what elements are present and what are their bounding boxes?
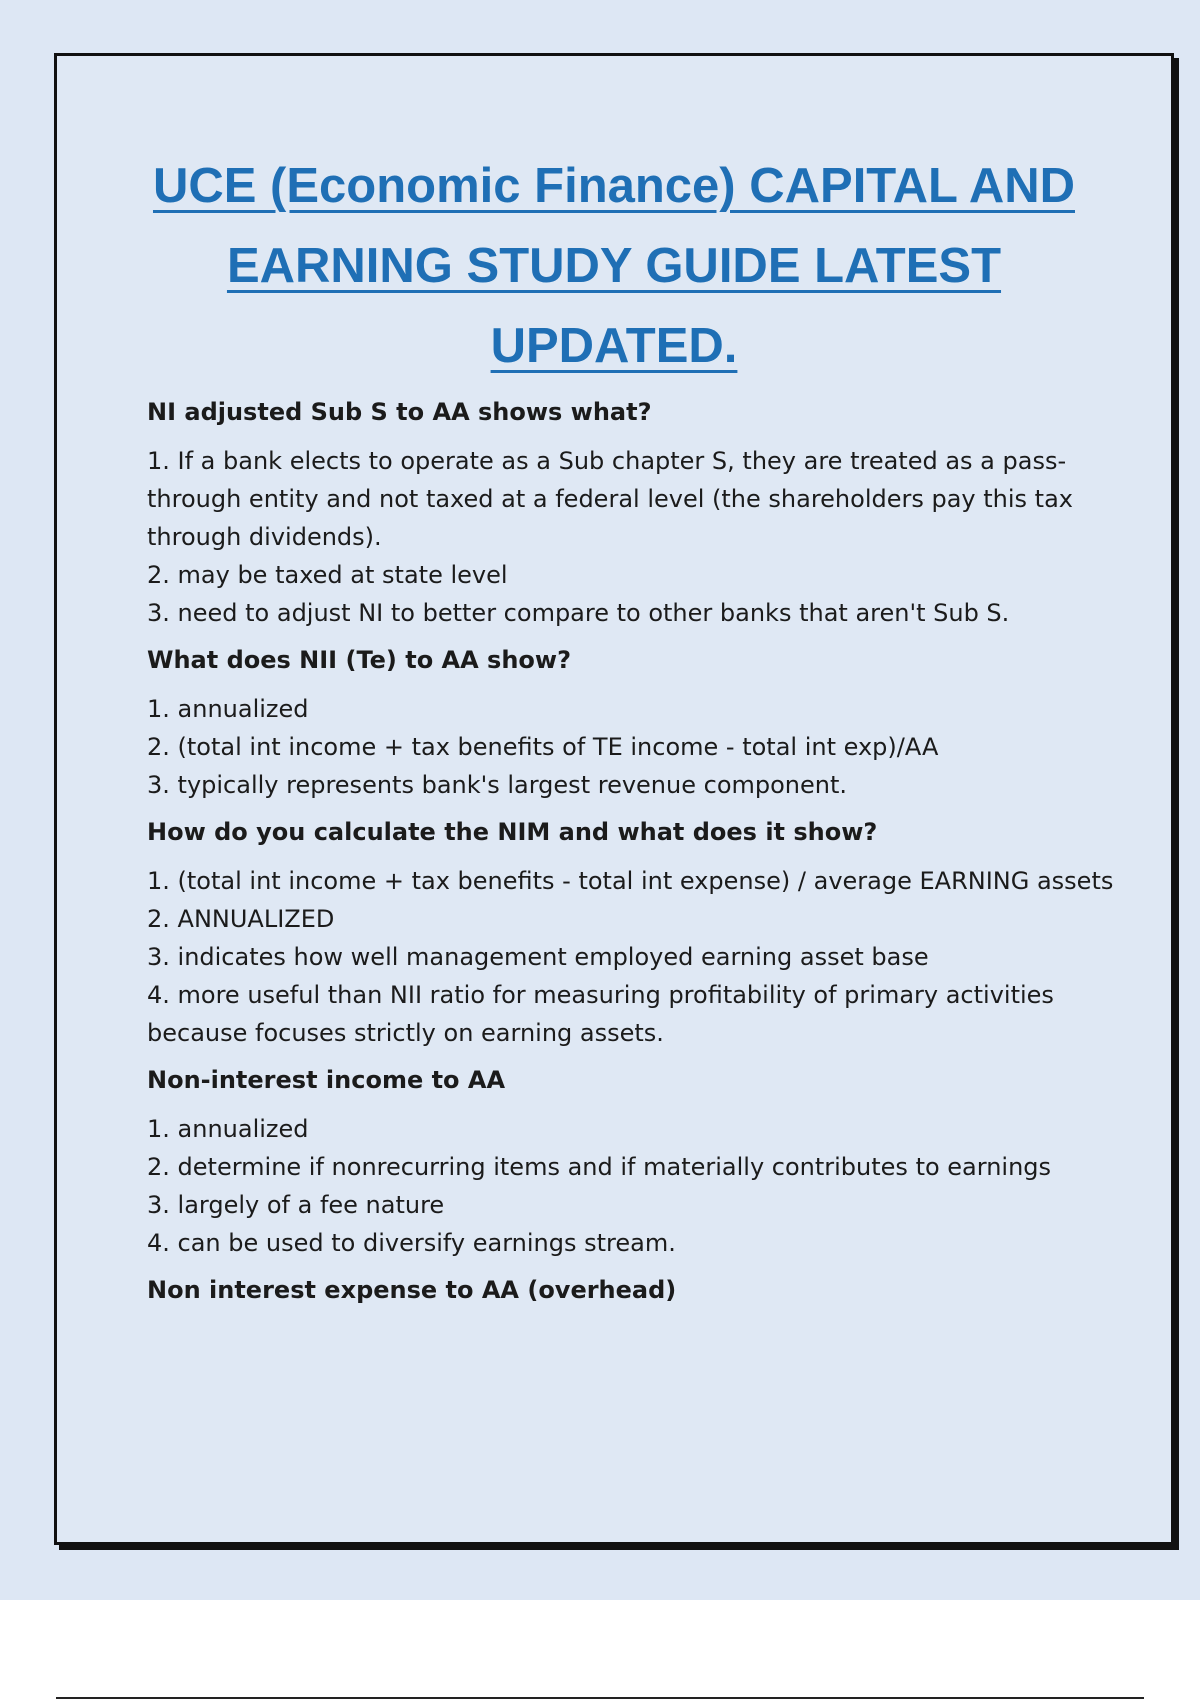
answer-line: 2. determine if nonrecurring items and if materially contributes to earnings	[147, 1153, 1052, 1181]
title-line: UCE (Economic Finance) CAPITAL AND	[152, 159, 1075, 213]
bottom-divider	[56, 1697, 1144, 1699]
question-heading: Non interest expense to AA (overhead)	[147, 1276, 677, 1304]
answer-line: 1. (total int income + tax benefits - total int expense) / average EARNING assets	[147, 867, 1114, 895]
question-heading: Non-interest income to AA	[147, 1066, 506, 1094]
answer-line: 3. indicates how well management employed earning asset base	[147, 943, 929, 971]
question-heading: How do you calculate the NIM and what does it show?	[147, 818, 878, 846]
answer-block	[147, 862, 1147, 1052]
question-heading: NI adjusted Sub S to AA shows what?	[147, 398, 652, 426]
answer-line: 2. ANNUALIZED	[147, 905, 335, 933]
title-line: EARNING STUDY GUIDE LATEST	[226, 239, 1002, 293]
answer-line: 3. typically represents bank's largest revenue component.	[147, 771, 848, 799]
answer-line: 2. may be taxed at state level	[147, 561, 508, 589]
answer-line: 1. annualized	[147, 1115, 309, 1143]
answer-line: 4. can be used to diversify earnings stream.	[147, 1229, 676, 1257]
answer-block	[147, 690, 1147, 804]
answer-line: 1. If a bank elects to operate as a Sub chapter S, they are treated as a pass-through entity and not taxed at a federal level (the shareholders pay this tax through dividends).	[147, 447, 1074, 551]
question-heading: What does NII (Te) to AA show?	[147, 646, 571, 674]
answer-block	[147, 1110, 1147, 1262]
answer-line: 3. largely of a fee nature	[147, 1191, 445, 1219]
answer-block	[147, 442, 1147, 632]
document-title	[117, 146, 1111, 386]
answer-line: 2. (total int income + tax benefits of TE income - total int exp)/AA	[147, 733, 939, 761]
document-body	[147, 396, 1147, 1320]
document-frame	[54, 53, 1174, 1545]
title-line: UPDATED.	[490, 319, 738, 373]
answer-line: 3. need to adjust NI to better compare to other banks that aren't Sub S.	[147, 599, 1010, 627]
answer-line: 4. more useful than NII ratio for measuring profitability of primary activities because focuses strictly on earning assets.	[147, 981, 1054, 1047]
answer-line: 1. annualized	[147, 695, 309, 723]
